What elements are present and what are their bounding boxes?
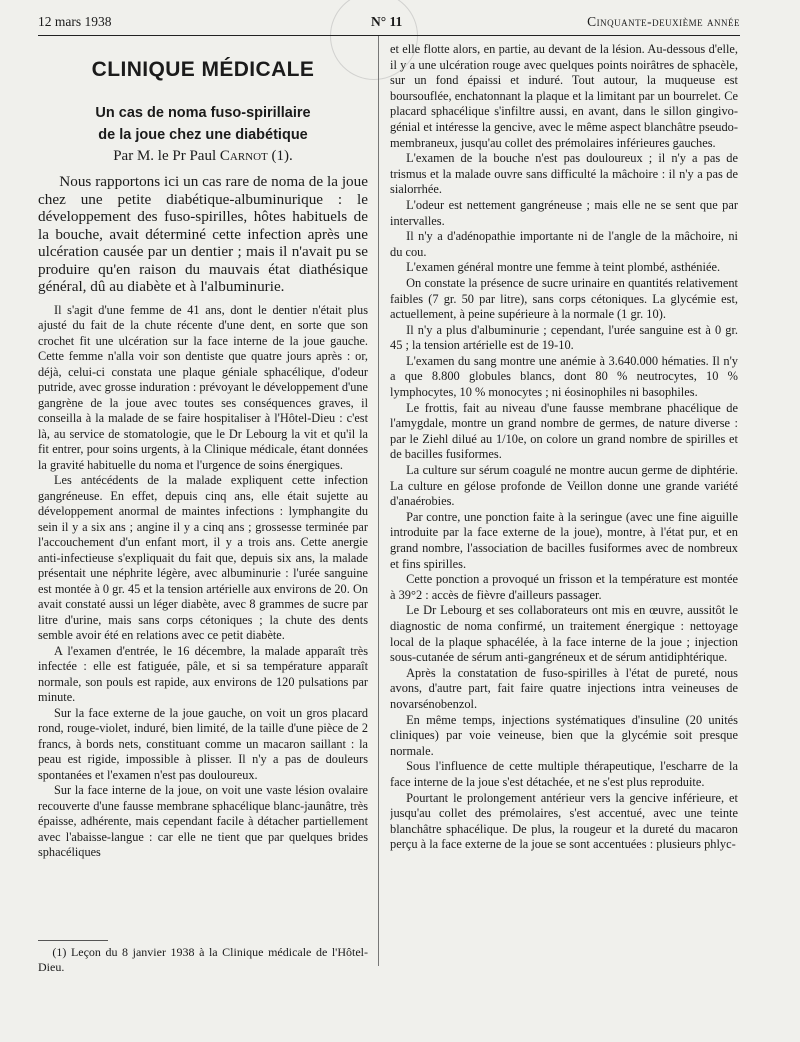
volume-year: Cinquante-deuxième année [587, 14, 740, 29]
section-heading: CLINIQUE MÉDICALE [91, 58, 315, 81]
left-column [38, 42, 368, 972]
right-column [390, 42, 738, 987]
body-paragraph: Par contre, une ponction faite à la seringue (avec une fine aiguille introduite par la face externe de la joue), montre, à l'état pur, et en grand nombre, l'association de bacilles fusiformes avec de nombreux et fins spirilles. [390, 509, 738, 571]
body-paragraph: On constate la présence de sucre urinaire en quantités relativement faibles (7 gr. 50 par litre), sans corps cétoniques. La glycémie est, actuellement, à peine supérieure à la normale (1 gr. 10). [390, 275, 738, 322]
body-paragraph: L'odeur est nettement gangréneuse ; mais elle ne se sent que par intervalles. [390, 197, 738, 228]
body-paragraph: L'examen du sang montre une anémie à 3.640.000 hématies. Il n'y a que 8.800 globules blancs, dont 80 % neutrocytes, 10 % lymphocytes, 10 % monocytes ; ni éosinophiles ni basophiles. [390, 353, 738, 400]
body-paragraph: Les antécédents de la malade expliquent cette infection gangréneuse. En effet, depuis cinq ans, elle était sujette au développement anormal de maintes infections : lymphangite du sein il y a six ans ; angine il y a cinq ans ; grossesse terminée par l'accouchement d'un enfant mort, il y a trois ans. Cette anergie anti-infectieuse s'expliquait du fait que, depuis six ans, la malade présentait une néphrite légère, avec albuminurie : l'urée sanguine est montée à 0 gr. 45 et la tension artérielle aux environs de 20. On avait constaté aussi un léger diabète, avec 8 grammes de sucre par litre d'urine, mais sans corps cétoniques ; la chute des dents semble avoir été en relations avec ce petit diabète. [38, 473, 368, 642]
body-paragraph: Sur la face interne de la joue, on voit une vaste lésion ovalaire recouverte d'une fausse membrane sphacélique blanc-jaunâtre, très épaisse, adhérente, mais cependant facile à détacher partiellement avec l'abaisse-langue : car elle ne tient que par quelques brides sphacéliques [38, 783, 368, 859]
header-rule [38, 35, 740, 36]
issue-date: 12 mars 1938 [38, 14, 112, 29]
article-title-line-2: de la joue chez une diabétique [98, 127, 308, 143]
issue-number: N° 11 [371, 14, 403, 29]
footnote-rule [38, 940, 108, 941]
footnote-ref: (1). [271, 148, 293, 164]
byline-prefix: Par M. le Pr Paul [113, 148, 217, 164]
body-paragraph: L'examen de la bouche n'est pas douloureux ; il n'y a pas de trismus et la malade ouvre sans difficulté la mâchoire : il n'y a pas de sialorrhée. [390, 151, 738, 197]
body-paragraph: En même temps, injections systématiques d'insuline (20 unités cliniques) par voie veineuse, bien que la glycémie soit presque normale. [390, 712, 738, 758]
body-paragraph-continued: et elle flotte alors, en partie, au devant de la lésion. Au-dessous d'elle, il y a une ulcération rouge avec quelques points noirâtres de sphacèle, sur un fond épaissi et induré. Tout autour, la muqueuse est boursouflée, enchatonnant la plaque et la limitant par un bourrelet. Ce placard sphacélique s'infiltre aussi, en avant, dans le sillon gingivo-génial et intéresse la gencive, avec le même aspect blanchâtre pseudo-membraneux, jusqu'au collet des prémolaires inférieures gauches. [390, 42, 738, 150]
body-paragraph: Il n'y a plus d'albuminurie ; cependant, l'urée sanguine est à 0 gr. 45 ; la tension artérielle est de 19-10. [390, 322, 738, 353]
body-paragraph: Le frottis, fait au niveau d'une fausse membrane phacélique de l'amygdale, montre un grand nombre de germes, de nature diverse : par le Ziehl dilué au 1/10e, on colore un grand nombre de spirilles et de bacilles fusiformes. [390, 400, 738, 462]
footnote: (1) Leçon du 8 janvier 1938 à la Clinique médicale de l'Hôtel-Dieu. [38, 945, 368, 974]
body-paragraph: Pourtant le prolongement antérieur vers la gencive inférieure, et jusqu'au collet des prémolaires, s'est accentué, avec une teinte blanchâtre sphacélique. De plus, la rougeur et la dureté du macaron perçu à la face externe de la joue se sont accentuées : plusieurs phlyc- [390, 790, 738, 852]
lead-paragraph: Nous rapportons ici un cas rare de noma de la joue chez une petite diabétique-albuminurique : le développement des fuso-spirilles, hôtes habituels de la bouche, avait déterminé cette infection après une ulcération causée par un dentier ; mais il n'avait pu se produire qu'en raison du mauvais état diathésique général, dû au diabète et à l'albuminurie. [38, 173, 368, 295]
byline [38, 148, 368, 165]
body-paragraph: A l'examen d'entrée, le 16 décembre, la malade apparaît très infectée : elle est fatiguée, pâle, et si sa température apparaît normale, son pouls est rapide, aux environs de 120 pulsations par minute. [38, 643, 368, 704]
body-paragraph: Après la constatation de fuso-spirilles à l'état de pureté, nous avons, d'autre part, fait faire quatre injections intra veineuses de novarsénobenzol. [390, 665, 738, 711]
body-paragraph: Il s'agit d'une femme de 41 ans, dont le dentier n'était plus ajusté du fait de la chute récente d'une dent, en sorte que son crochet fit une ulcération sur la face interne de la joue gauche. Cette femme n'alla voir son dentiste que quatre jours après : or, déjà, celui-ci constata une plaque géniale sphacélique, d'odeur putride, avec grosse induration : prévoyant le développement d'une gangrène de la joue avec toutes ses conséquences graves, il conseilla à la malade de se faire hospitaliser à l'Hôtel-Dieu : c'est là, au service de stomatologie, que le Dr Lebourg la vit et qu'il la fit entrer, pour soins urgents, à la Clinique médicale, étant données la gravité habituelle du noma et l'urgence de soins énergiques. [38, 302, 368, 472]
body-paragraph: Sous l'influence de cette multiple thérapeutique, l'escharre de la face interne de la joue s'est détachée, et ne s'est plus reproduite. [390, 759, 738, 789]
body-paragraph: La culture sur sérum coagulé ne montre aucun germe de diphtérie. La culture en gélose profonde de Veillon donne une grande variété d'anaérobies. [390, 463, 738, 509]
article-title-line-1: Un cas de noma fuso-spirillaire [95, 105, 311, 121]
author-name: Carnot [219, 148, 268, 164]
body-paragraph: Cette ponction a provoqué un frisson et la température est montée à 39°2 : accès de fièvre d'ailleurs passager. [390, 572, 738, 602]
body-paragraph: Sur la face externe de la joue gauche, on voit un gros placard rond, rouge-violet, induré, bien limité, de la taille d'une pièce de 2 francs, à bords nets, constituant comme un macaron saillant : la peau est rigide, impossible à plisser. Il n'y a pas de douleurs spontanées et l'examen n'est pas douloureux. [38, 705, 368, 782]
body-paragraph: L'examen général montre une femme à teint plombé, asthéniée. [406, 260, 721, 275]
body-paragraph: Le Dr Lebourg et ses collaborateurs ont mis en œuvre, aussitôt le diagnostic de noma confirmé, un traitement énergique : nettoyage local de la plaque sphacélée, à la face interne de la joue ; injection sous-cutanée de sérum anti-gangréneux et de sérum antidiphtérique. [390, 603, 738, 665]
body-paragraph: Il n'y a d'adénopathie importante ni de l'angle de la mâchoire, ni du cou. [390, 229, 738, 259]
column-divider [378, 36, 379, 966]
